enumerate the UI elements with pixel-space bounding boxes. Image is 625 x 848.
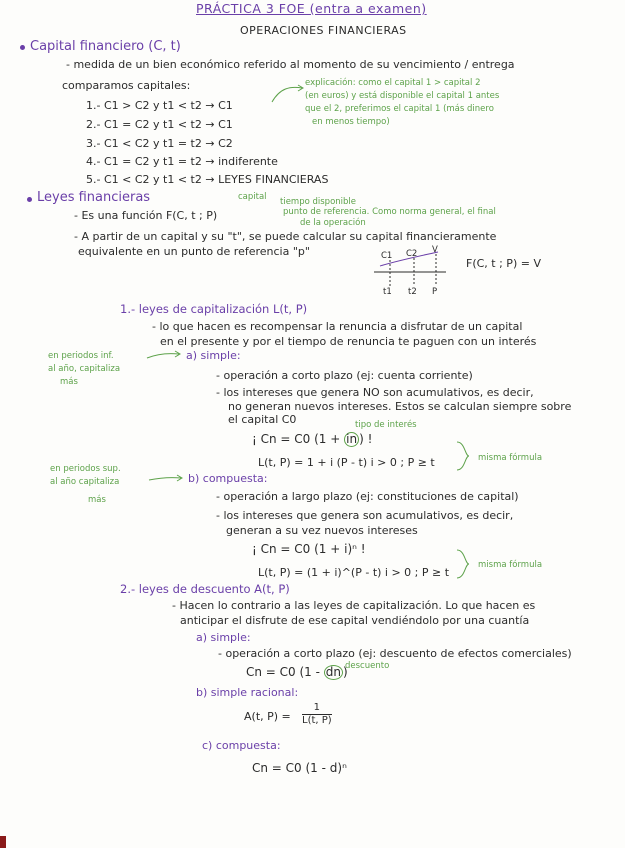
side-note: en periodos inf.: [48, 351, 114, 361]
formula-part: ¡ Cn = C0 (1 +: [252, 432, 345, 446]
simple-line-2: - los intereses que genera NO son acumulativos, es decir,: [216, 386, 534, 399]
fraction-denominator: L(t, P): [302, 715, 332, 726]
formula-v: F(C, t ; P) = V: [466, 257, 541, 270]
edge-mark: [0, 836, 6, 848]
page-subtitle: OPERACIONES FINANCIERAS: [240, 24, 407, 37]
desc-simple-label: a) simple:: [196, 631, 251, 644]
cap-desc-1: - lo que hacen es recompensar la renuncia a disfrutar de un capital: [152, 320, 523, 333]
formula-part: Cn = C0 (1 -: [246, 665, 324, 679]
bullet-icon: [27, 197, 32, 202]
desc-simple-line: - operación a corto plazo (ej: descuento de efectos comerciales): [218, 647, 572, 660]
side-note: más: [88, 495, 106, 505]
capital-def-2: comparamos capitales:: [62, 79, 191, 92]
brace-icon: [455, 548, 471, 580]
descuento-heading: 2.- leyes de descuento A(t, P): [120, 582, 290, 596]
circled-term: in: [346, 432, 358, 446]
fraction: [302, 702, 332, 727]
compuesta-line-3: generan a su vez nuevos intereses: [226, 524, 418, 537]
misma-formula: misma fórmula: [478, 560, 543, 570]
formula-part: ): [343, 665, 348, 679]
note-line: en menos tiempo): [312, 117, 390, 127]
diagram-label: P: [432, 287, 438, 297]
side-note: en periodos sup.: [50, 464, 121, 474]
note-line: (en euros) y está disponible el capital 1 antes: [305, 91, 500, 101]
side-note: al año, capitaliza: [48, 364, 121, 374]
cap-desc-2: en el presente y por el tiempo de renuncia te paguen con un interés: [160, 335, 537, 348]
side-note: al año capitaliza: [50, 477, 120, 487]
misma-formula: misma fórmula: [478, 453, 543, 463]
compuesta-line-1: - operación a largo plazo (ej: constituciones de capital): [216, 490, 519, 503]
diagram-label: C2: [406, 249, 418, 259]
formula-desc-compuesta: Cn = C0 (1 - d)ⁿ: [252, 761, 347, 775]
formula-l-compuesta: L(t, P) = (1 + i)^(P - t) i > 0 ; P ≥ t: [258, 566, 450, 579]
arrow-icon: [145, 348, 183, 362]
compare-row: 5.- C1 < C2 y t1 < t2 → LEYES FINANCIERAS: [86, 173, 329, 186]
annotation-descuento: descuento: [345, 661, 390, 671]
leyes-line-3: equivalente en un punto de referencia "p": [78, 245, 310, 258]
simple-line-1: - operación a corto plazo (ej: cuenta corriente): [216, 369, 473, 382]
capitalizacion-heading: 1.- leyes de capitalización L(t, P): [120, 302, 308, 316]
diagram-label: t1: [383, 287, 392, 297]
formula-compuesta: ¡ Cn = C0 (1 + i)ⁿ !: [252, 542, 366, 556]
simple-line-4: el capital C0: [228, 413, 297, 426]
formula-l-simple: L(t, P) = 1 + i (P - t) i > 0 ; P ≥ t: [258, 456, 435, 469]
note-line: explicación: como el capital 1 > capital 2: [305, 78, 481, 88]
fraction-numerator: 1: [313, 702, 321, 713]
annotation-tiempo: tiempo disponible: [280, 197, 357, 207]
annotation-punto-2: de la operación: [300, 218, 366, 228]
formula-part: ) !: [359, 432, 373, 446]
annotation-punto: punto de referencia. Como norma general, el final: [283, 207, 496, 217]
desc-line-1: - Hacen lo contrario a las leyes de capitalización. Lo que hacen es: [172, 599, 536, 612]
diagram-label: C1: [381, 251, 393, 261]
desc-line-2: anticipar el disfrute de ese capital vendiéndolo por una cuantía: [180, 614, 530, 627]
formula-desc-simple: [246, 665, 348, 680]
formula-simple: [252, 432, 372, 447]
arrow-icon: [270, 82, 306, 104]
leyes-line-2: - A partir de un capital y su "t", se puede calcular su capital financieramente: [74, 230, 497, 243]
annotation-capital: capital: [238, 192, 267, 202]
page-title: PRÁCTICA 3 FOE (entra a examen): [196, 1, 427, 16]
note-line: que el 2, preferimos el capital 1 (más dinero: [305, 104, 494, 114]
compuesta-line-2: - los intereses que genera son acumulativos, es decir,: [216, 509, 514, 522]
circled-term: dn: [325, 665, 342, 679]
simple-label: a) simple:: [186, 349, 241, 362]
diagram-label: t2: [408, 287, 417, 297]
annotation-tipo: tipo de interés: [355, 420, 417, 430]
leyes-line-1: - Es una función F(C, t ; P): [74, 209, 218, 222]
compare-row: 4.- C1 = C2 y t1 = t2 → indiferente: [86, 155, 278, 168]
side-note: más: [60, 377, 78, 387]
capital-def-1: - medida de un bien económico referido al momento de su vencimiento / entrega: [66, 58, 515, 71]
compare-row: 3.- C1 < C2 y t1 = t2 → C2: [86, 137, 233, 150]
desc-compuesta-label: c) compuesta:: [202, 739, 281, 752]
compuesta-label: b) compuesta:: [188, 472, 268, 485]
bullet-icon: [20, 45, 25, 50]
leyes-heading: Leyes financieras: [37, 190, 151, 205]
brace-icon: [455, 440, 471, 472]
diagram-label: V: [432, 245, 438, 255]
capital-heading: Capital financiero (C, t): [30, 39, 181, 54]
compare-row: 2.- C1 = C2 y t1 < t2 → C1: [86, 118, 233, 131]
compare-row: 1.- C1 > C2 y t1 < t2 → C1: [86, 99, 233, 112]
simple-line-3: no generan nuevos intereses. Estos se calculan siempre sobre: [228, 400, 572, 413]
desc-racional-label: b) simple racional:: [196, 686, 299, 699]
formula-racional-lhs: A(t, P) =: [244, 710, 291, 723]
arrow-icon: [147, 472, 185, 486]
